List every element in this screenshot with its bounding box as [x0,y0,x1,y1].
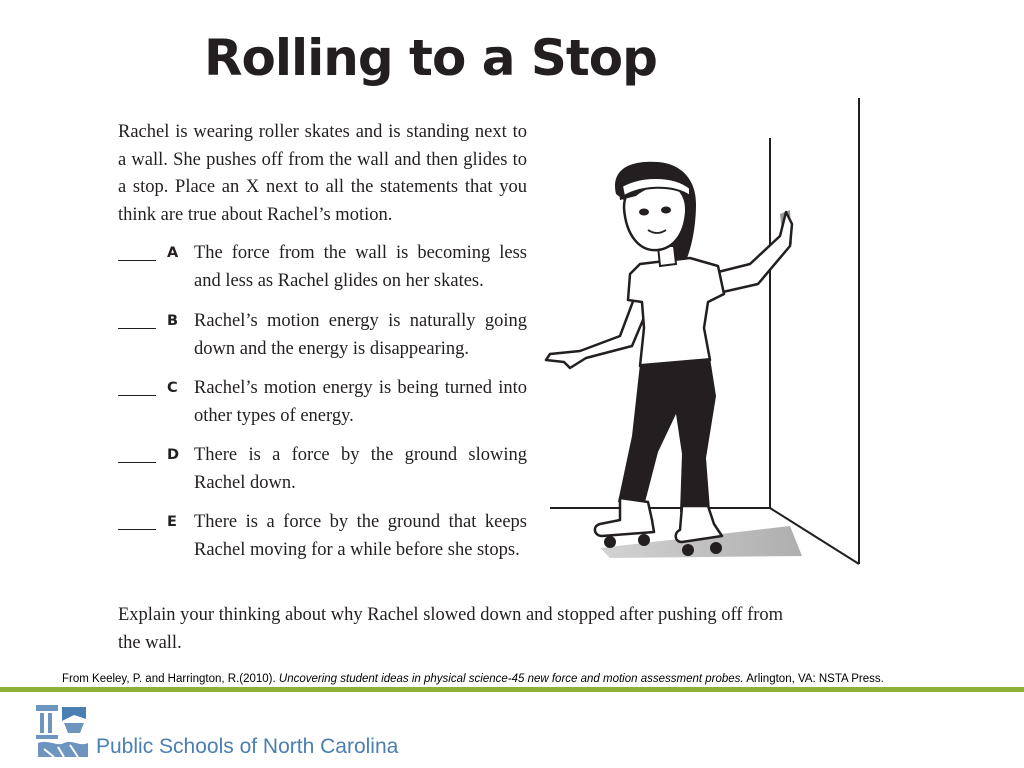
explain-prompt: Explain your thinking about why Rachel slowed down and stopped after pushing off from the wall. [118,605,784,653]
girl-on-roller-skates-illustration [540,96,870,576]
answer-blank-b[interactable] [118,328,156,329]
answer-blank-d[interactable] [118,462,156,463]
statement-text: Rachel’s motion energy is being turned into other types of energy. [194,378,527,426]
statement-letter: A [167,245,179,261]
answer-blank-e[interactable] [118,529,156,530]
citation-prefix: From Keeley, P. and Harrington, R.(2010). [62,673,279,685]
statement-text: Rachel’s motion energy is naturally going down and the energy is disappearing. [194,311,527,359]
statement-text: There is a force by the ground slowing Rachel down. [194,445,527,493]
statement-letter: C [167,380,178,396]
statement-letter: E [167,514,177,530]
citation-suffix: Arlington, VA: NSTA Press. [743,673,884,685]
nc-public-schools-seal-icon [34,703,90,759]
source-citation [62,670,1002,688]
footer-divider [0,687,1024,692]
organization-name: Public Schools of North Carolina [96,735,399,758]
statement-letter: B [167,313,179,329]
answer-blank-c[interactable] [118,395,156,396]
statement-e [118,509,527,595]
intro-paragraph: Rachel is wearing roller skates and is standing next to a wall. She pushes off from the wall and then glides to a stop. Place an X next to all the statements that you think are true about Rachel’s motion. [118,122,527,225]
page-title: Rolling to a Stop [204,29,657,87]
statement-text: There is a force by the ground that keeps Rachel moving for a while before she stops. [194,512,527,560]
statement-letter: D [167,447,180,463]
answer-blank-a[interactable] [118,260,156,261]
statement-text: The force from the wall is becoming less and less as Rachel glides on her skates. [194,243,527,291]
citation-title: Uncovering student ideas in physical science-45 new force and motion assessment probes. [278,673,744,685]
